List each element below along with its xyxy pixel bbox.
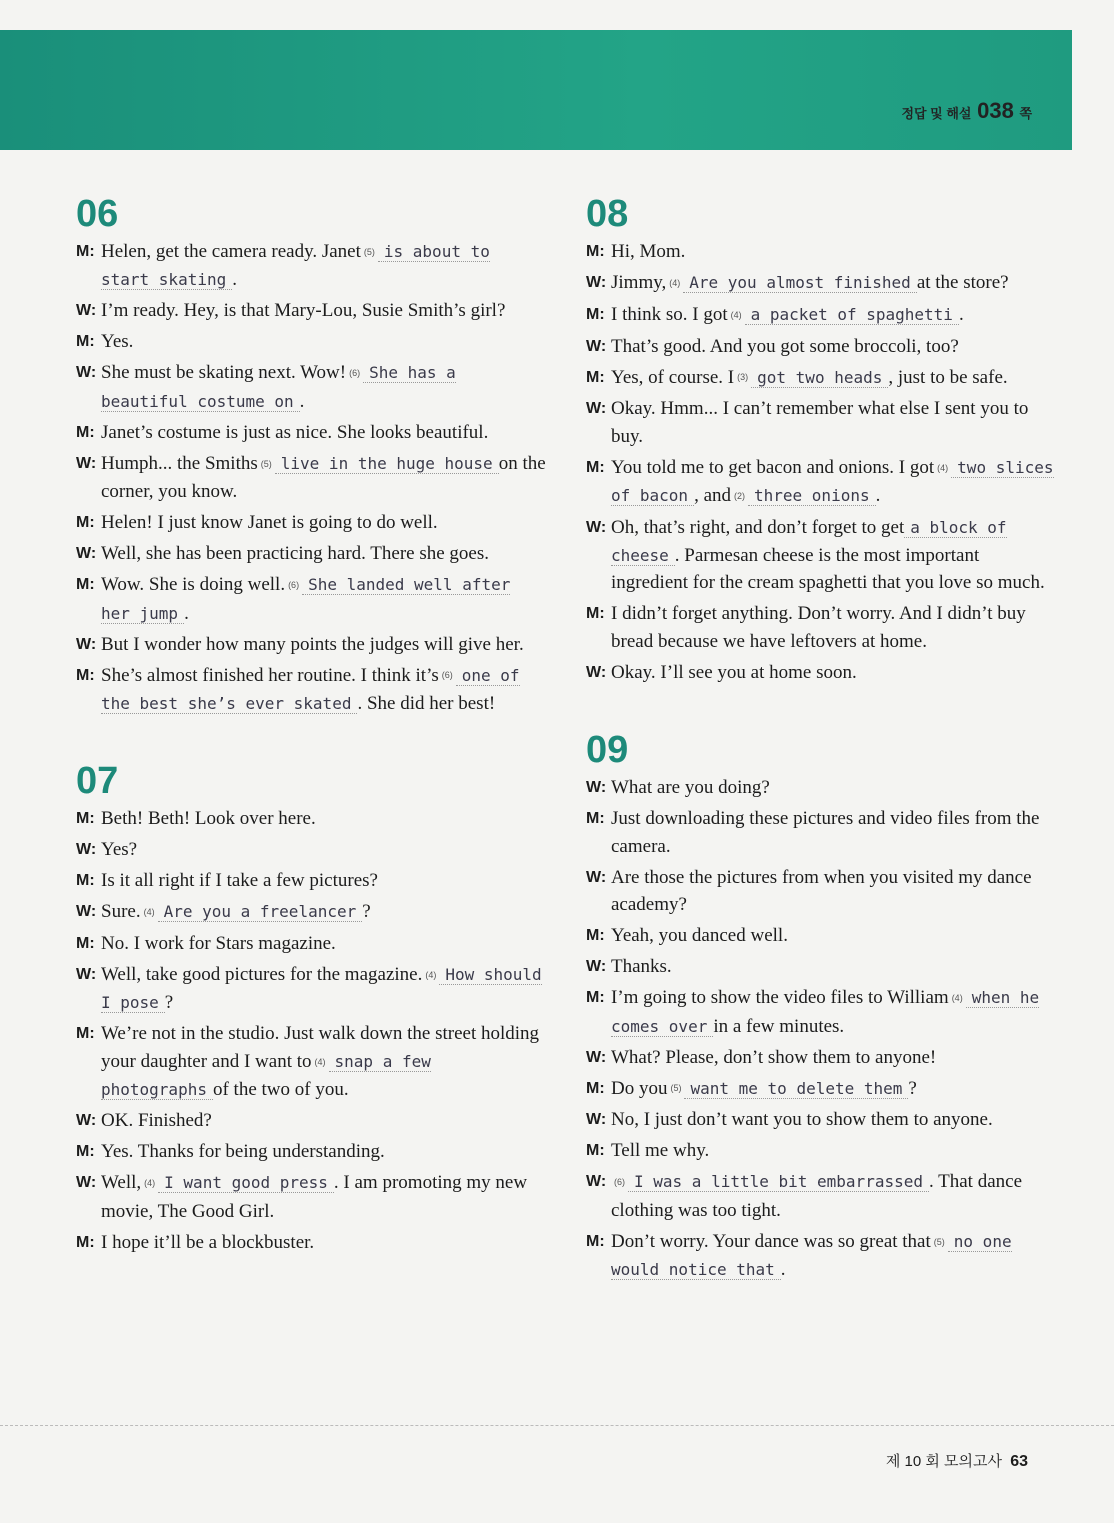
dialogue-line — [586, 1044, 1056, 1072]
point-value: (6) — [349, 368, 361, 379]
point-value: (4) — [425, 969, 437, 980]
dialogue-line — [586, 922, 1056, 950]
handwritten-answer: snap a few photographs — [101, 1051, 431, 1100]
dialogue-line — [76, 571, 546, 627]
speaker-label: W: — [76, 454, 97, 472]
section-number-06: 06 — [76, 193, 119, 235]
dialogue-line — [76, 961, 546, 1017]
line-text: Janet’s costume is just as nice. She looks beautiful. — [101, 421, 489, 443]
line-text: I didn’t forget anything. Don’t worry. And I didn’t buy bread because we have leftovers at home. — [611, 603, 1026, 653]
speaker-label: M: — [76, 666, 95, 684]
dialogue-line — [586, 301, 1056, 329]
dialogue-line — [586, 864, 1056, 919]
line-text: Hi, Mom. — [611, 241, 686, 262]
speaker-label: W: — [76, 841, 97, 858]
line-text: I hope it’ll be a blockbuster. — [101, 1231, 315, 1253]
dialogue-line — [76, 1229, 546, 1257]
dialogue-line — [76, 631, 546, 659]
speaker-label: M: — [76, 333, 95, 351]
line-text: Okay. Hmm... I can’t remember what else I sent you to buy. — [611, 398, 1029, 448]
handwritten-answer: She landed well after her jump — [101, 575, 511, 623]
point-value: (4) — [669, 277, 681, 288]
footer-label: 제 10 회 모의고사 — [885, 1453, 1003, 1470]
line-text-after: . — [780, 1259, 786, 1281]
speaker-label: W: — [586, 337, 607, 355]
footer-divider — [0, 1425, 1114, 1426]
speaker-label: W: — [586, 664, 607, 682]
line-text: Do you — [611, 1077, 668, 1099]
line-text: Don’t worry. Your dance was so great that — [611, 1230, 931, 1252]
speaker-label: W: — [586, 958, 607, 976]
dialogue-line — [586, 1228, 1056, 1284]
line-text-after: ? — [362, 900, 371, 922]
dialogue-line — [76, 238, 546, 294]
dialogue-line — [76, 898, 546, 926]
line-text: What? Please, don’t show them to anyone! — [611, 1046, 937, 1068]
handwritten-answer: no one would notice that — [611, 1231, 1012, 1280]
dialogue-line — [586, 600, 1056, 655]
handwritten-answer: a block of cheese — [611, 518, 1007, 565]
speaker-label: M: — [586, 989, 605, 1007]
dialogue-line — [586, 1137, 1056, 1165]
line-text-after: . — [232, 269, 237, 291]
line-text: I think so. I got — [611, 303, 728, 325]
speaker-label: M: — [76, 423, 95, 441]
line-text: Beth! Beth! Look over here. — [101, 808, 316, 830]
speaker-label: W: — [586, 1173, 607, 1191]
speaker-label: M: — [586, 1079, 605, 1097]
speaker-label: M: — [586, 243, 605, 260]
dialogue-line — [586, 238, 1056, 266]
line-text: Well, she has been practicing hard. There she goes. — [101, 543, 490, 565]
handwritten-answer: How should I pose — [101, 964, 542, 1013]
handwritten-answer: want me to delete them — [684, 1079, 908, 1099]
point-value: (5) — [670, 1083, 682, 1094]
section-number-07: 07 — [76, 760, 119, 803]
line-text: No, I just don’t want you to show them to anyone. — [611, 1109, 993, 1131]
dialogue-line — [76, 930, 546, 958]
speaker-label: W: — [586, 868, 607, 886]
line-text: OK. Finished? — [101, 1110, 212, 1132]
line-text: Jimmy, — [611, 271, 667, 293]
speaker-label: M: — [586, 459, 605, 477]
speaker-label: W: — [586, 519, 607, 537]
handwritten-answer: Are you a freelancer — [158, 902, 363, 922]
speaker-label: W: — [76, 1174, 97, 1192]
line-text-after: on the corner, you know. — [101, 452, 546, 503]
speaker-label: M: — [76, 576, 95, 594]
line-text-after: in a few minutes. — [713, 1015, 845, 1037]
point-value: (6) — [614, 1177, 625, 1188]
speaker-label: W: — [76, 1112, 97, 1130]
speaker-label: W: — [76, 635, 97, 653]
line-text: Just downloading these pictures and video files from the camera. — [611, 808, 1040, 857]
dialogue-line — [76, 297, 546, 325]
line-text: Yeah, you danced well. — [611, 925, 788, 947]
speaker-label: W: — [586, 1111, 607, 1129]
dialogue-line — [586, 805, 1056, 860]
line-text: Humph... the Smiths — [101, 452, 258, 474]
speaker-label: M: — [76, 934, 95, 952]
line-text-after: . — [958, 303, 964, 325]
point-value: (4) — [951, 992, 963, 1003]
point-value: (6) — [288, 580, 300, 591]
speaker-label: M: — [586, 927, 605, 945]
page-number: 63 — [1010, 1453, 1028, 1470]
speaker-label: W: — [76, 364, 97, 382]
speaker-label: M: — [586, 1232, 605, 1250]
speaker-label: M: — [586, 305, 605, 323]
dialogue-line — [586, 333, 1056, 361]
line-text: We’re not in the studio. Just walk down the street holding your daughter and I want to — [101, 1023, 540, 1072]
line-text-after: of the two of you. — [212, 1079, 349, 1101]
dialogue-line — [76, 419, 546, 447]
line-text: Thanks. — [611, 956, 672, 978]
point-value: (6) — [441, 670, 453, 681]
dialogue-06 — [76, 238, 546, 718]
speaker-label: M: — [76, 871, 95, 889]
dialogue-line — [586, 364, 1056, 392]
line-text: Helen, get the camera ready. Janet — [101, 241, 361, 262]
speaker-label: M: — [586, 1142, 605, 1160]
line-text: Oh, that’s right, and don’t forget to get — [611, 517, 905, 539]
page-footer — [886, 1450, 1028, 1471]
dialogue-line — [76, 836, 546, 864]
speaker-label: M: — [76, 243, 95, 260]
dialogue-line — [76, 1138, 546, 1166]
dialogue-line — [76, 1020, 546, 1104]
point-value: (2) — [734, 491, 745, 502]
dialogue-line — [586, 953, 1056, 981]
section-number-09: 09 — [586, 729, 629, 772]
line-text: No. I work for Stars magazine. — [101, 932, 336, 954]
speaker-label: M: — [76, 810, 95, 828]
line-text-after: , and — [694, 485, 731, 507]
dialogue-line — [76, 1107, 546, 1135]
dialogue-line — [76, 1169, 546, 1225]
dialogue-line — [76, 867, 546, 895]
line-text: Tell me why. — [611, 1140, 710, 1162]
line-text: You told me to get bacon and onions. I got — [611, 457, 935, 479]
speaker-label: M: — [586, 368, 605, 386]
line-text-after: at the store? — [916, 271, 1009, 293]
handwritten-answer: got two heads — [751, 368, 888, 388]
dialogue-line — [586, 1075, 1056, 1103]
dialogue-line — [586, 774, 1056, 802]
line-text: But I wonder how many points the judges will give her. — [101, 633, 524, 655]
handwritten-answer: two slices of bacon — [611, 458, 1054, 506]
line-text: Well, take good pictures for the magazine. — [101, 963, 423, 985]
point-value: (4) — [144, 1178, 156, 1189]
dialogue-line — [76, 805, 546, 833]
dialogue-line — [586, 269, 1056, 297]
answer-reference: 정답 및 해설 038 쪽 — [901, 98, 1032, 123]
line-text-after: . — [875, 485, 881, 507]
dialogue-line — [76, 359, 546, 415]
speaker-label: M: — [586, 810, 605, 828]
right-column — [586, 192, 1056, 1287]
handwritten-answer: three onions — [748, 486, 876, 506]
line-text: Helen! I just know Janet is going to do well. — [101, 512, 438, 534]
dialogue-09 — [586, 774, 1056, 1284]
line-text: What are you doing? — [611, 777, 770, 799]
speaker-label: W: — [76, 302, 97, 320]
dialogue-07 — [76, 805, 546, 1256]
point-value: (4) — [143, 906, 155, 917]
dialogue-line — [586, 514, 1056, 597]
line-text: Well, — [101, 1172, 142, 1194]
dialogue-08 — [586, 238, 1056, 687]
line-text: Okay. I’ll see you at home soon. — [611, 662, 857, 684]
line-text: I’m going to show the video files to William — [611, 987, 949, 1009]
point-value: (5) — [260, 458, 272, 469]
handwritten-answer: a packet of spaghetti — [745, 305, 959, 325]
line-text: She must be skating next. Wow! — [101, 362, 347, 384]
left-column — [76, 192, 546, 1260]
speaker-label: W: — [586, 273, 607, 291]
handwritten-answer: She has a beautiful costume on — [101, 363, 456, 411]
speaker-label: M: — [586, 605, 605, 623]
line-text-after: . She did her best! — [357, 693, 496, 715]
line-text-after: . — [299, 390, 305, 412]
line-text: Yes. — [101, 331, 134, 353]
speaker-label: W: — [586, 1048, 607, 1066]
line-text: Yes. Thanks for being understanding. — [101, 1141, 385, 1163]
line-text-after: . I am promoting my new movie, The Good Girl. — [101, 1172, 528, 1222]
dialogue-line — [586, 454, 1056, 511]
line-text: Yes? — [101, 839, 138, 860]
speaker-label: W: — [76, 545, 97, 563]
handwritten-answer: live in the huge house — [275, 454, 499, 474]
point-value: (5) — [933, 1236, 945, 1247]
dialogue-line — [76, 328, 546, 356]
dialogue-line — [586, 1106, 1056, 1134]
dialogue-line — [586, 659, 1056, 687]
point-value: (4) — [314, 1056, 326, 1067]
dialogue-line — [586, 1168, 1056, 1224]
handwritten-answer: Are you almost finished — [683, 273, 917, 293]
line-text: Wow. She is doing well. — [101, 574, 286, 596]
line-text: She’s almost finished her routine. I think it’s — [101, 664, 439, 686]
line-text-after: , just to be safe. — [888, 366, 1008, 388]
dialogue-line — [76, 509, 546, 537]
dialogue-line — [586, 984, 1056, 1040]
line-text-after: ? — [164, 992, 174, 1014]
point-value: (4) — [937, 462, 949, 473]
speaker-label: W: — [586, 400, 607, 418]
line-text: That’s good. And you got some broccoli, too? — [611, 335, 959, 357]
handwritten-answer: one of the best she’s ever skated — [101, 665, 520, 714]
line-text: I’m ready. Hey, is that Mary-Lou, Susie Smith’s girl? — [101, 300, 506, 322]
speaker-label: M: — [76, 1233, 95, 1251]
line-text: Is it all right if I take a few pictures? — [101, 869, 378, 891]
dialogue-line — [76, 662, 546, 718]
header-banner — [0, 30, 1072, 150]
point-value: (5) — [363, 246, 375, 257]
line-text-after: . — [184, 602, 189, 624]
line-text: Sure. — [101, 900, 141, 922]
handwritten-answer: is about to start skating — [101, 242, 490, 290]
speaker-label: W: — [76, 965, 97, 983]
point-value: (4) — [730, 309, 742, 320]
dialogue-line — [76, 450, 546, 506]
handwritten-answer: I want good press — [158, 1173, 334, 1193]
speaker-label: M: — [76, 1143, 95, 1161]
line-text-after: ? — [908, 1077, 917, 1099]
handwritten-answer: when he comes over — [611, 988, 1040, 1036]
line-text: Yes, of course. I — [611, 366, 735, 388]
section-number-08: 08 — [586, 193, 629, 235]
handwritten-answer: I was a little bit embarrassed — [628, 1172, 929, 1192]
speaker-label: W: — [76, 902, 97, 920]
dialogue-line — [586, 395, 1056, 450]
speaker-label: W: — [586, 779, 607, 797]
speaker-label: M: — [76, 514, 95, 532]
line-text: Are those the pictures from when you visited my dance academy? — [611, 866, 1032, 916]
point-value: (3) — [737, 372, 749, 383]
line-text-after: . That dance clothing was too tight. — [611, 1171, 1023, 1221]
dialogue-line — [76, 540, 546, 568]
line-text-after: . Parmesan cheese is the most important ingredient for the cream spaghetti that you love so much. — [611, 544, 1045, 594]
speaker-label: M: — [76, 1025, 95, 1043]
